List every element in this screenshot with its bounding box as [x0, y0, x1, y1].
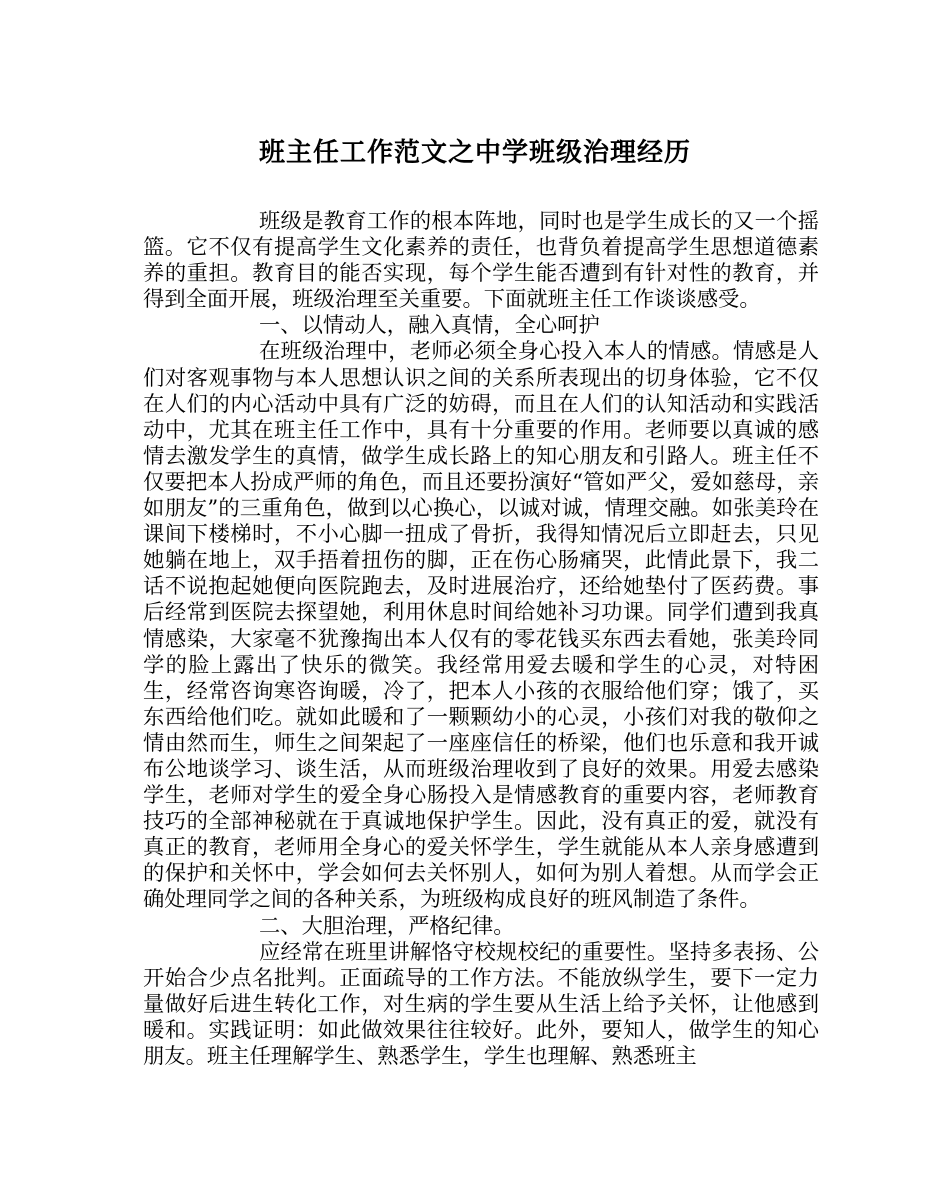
document-body	[143, 209, 819, 1070]
section-heading-2: 二、大胆治理，严格纪律。	[259, 913, 515, 939]
section-heading-1: 一、以情动人，融入真情，全心呵护	[259, 313, 600, 339]
document-title: 班主任工作范文之中学班级治理经历	[258, 138, 691, 168]
paragraph-intro: 班级是教育工作的根本阵地，同时也是学生成长的又一个摇篮。它不仅有提高学生文化素养的责任，也背负着提高学生思想道德素养的重担。教育目的能否实现，每个学生能否遭到有针对性的教育，并得到全面开展，班级治理至关重要。下面就班主任工作谈谈感受。	[143, 209, 819, 313]
paragraph-section-2: 应经常在班里讲解恪守校规校纪的重要性。坚持多表扬、公开始合少点名批判。正面疏导的工作方法。不能放纵学生，要下一定力量做好后进生转化工作，对生病的学生要从生活上给予关怀，让他感到暖和。实践证明：如此做效果往往较好。此外，要知人，做学生的知心朋友。班主任理解学生、熟悉学生，学生也理解、熟悉班主	[143, 939, 819, 1069]
paragraph-section-1: 在班级治理中，老师必须全身心投入本人的情感。情感是人们对客观事物与本人思想认识之间的关系所表现出的切身体验，它不仅在人们的内心活动中具有广泛的妨碍，而且在人们的认知活动和实践活动中，尤其在班主任工作中，具有十分重要的作用。老师要以真诚的感情去激发学生的真情，做学生成长路上的知心朋友和引路人。班主任不仅要把本人扮成严师的角色，而且还要扮演好“管如严父，爱如慈母，亲如朋友”的三重角色，做到以心换心，以诚对诚，情理交融。如张美玲在课间下楼梯时，不小心脚一扭成了骨折，我得知情况后立即赶去，只见她躺在地上，双手捂着扭伤的脚，正在伤心肠痛哭，此情此景下，我二话不说抱起她便向医院跑去，及时进展治疗，还给她垫付了医药费。事后经常到医院去探望她，利用休息时间给她补习功课。同学们遭到我真情感染，大家毫不犹豫掏出本人仅有的零花钱买东西去看她，张美玲同学的脸上露出了快乐的微笑。我经常用爱去暖和学生的心灵，对特困生，经常咨询寒咨询暖，冷了，把本人小孩的衣服给他们穿；饿了，买东西给他们吃。就如此暖和了一颗颗幼小的心灵，小孩们对我的敬仰之情由然而生，师生之间架起了一座座信任的桥梁，他们也乐意和我开诚布公地谈学习、谈生活，从而班级治理收到了良好的效果。用爱去感染学生，老师对学生的爱全身心肠投入是情感教育的重要内容，老师教育技巧的全部神秘就在于真诚地保护学生。因此，没有真正的爱，就没有真正的教育，老师用全身心的爱关怀学生，学生就能从本人亲身感遭到的保护和关怀中，学会如何去关怀别人，如何为别人着想。从而学会正确处理同学之间的各种关系，为班级构成良好的班风制造了条件。	[143, 339, 819, 913]
